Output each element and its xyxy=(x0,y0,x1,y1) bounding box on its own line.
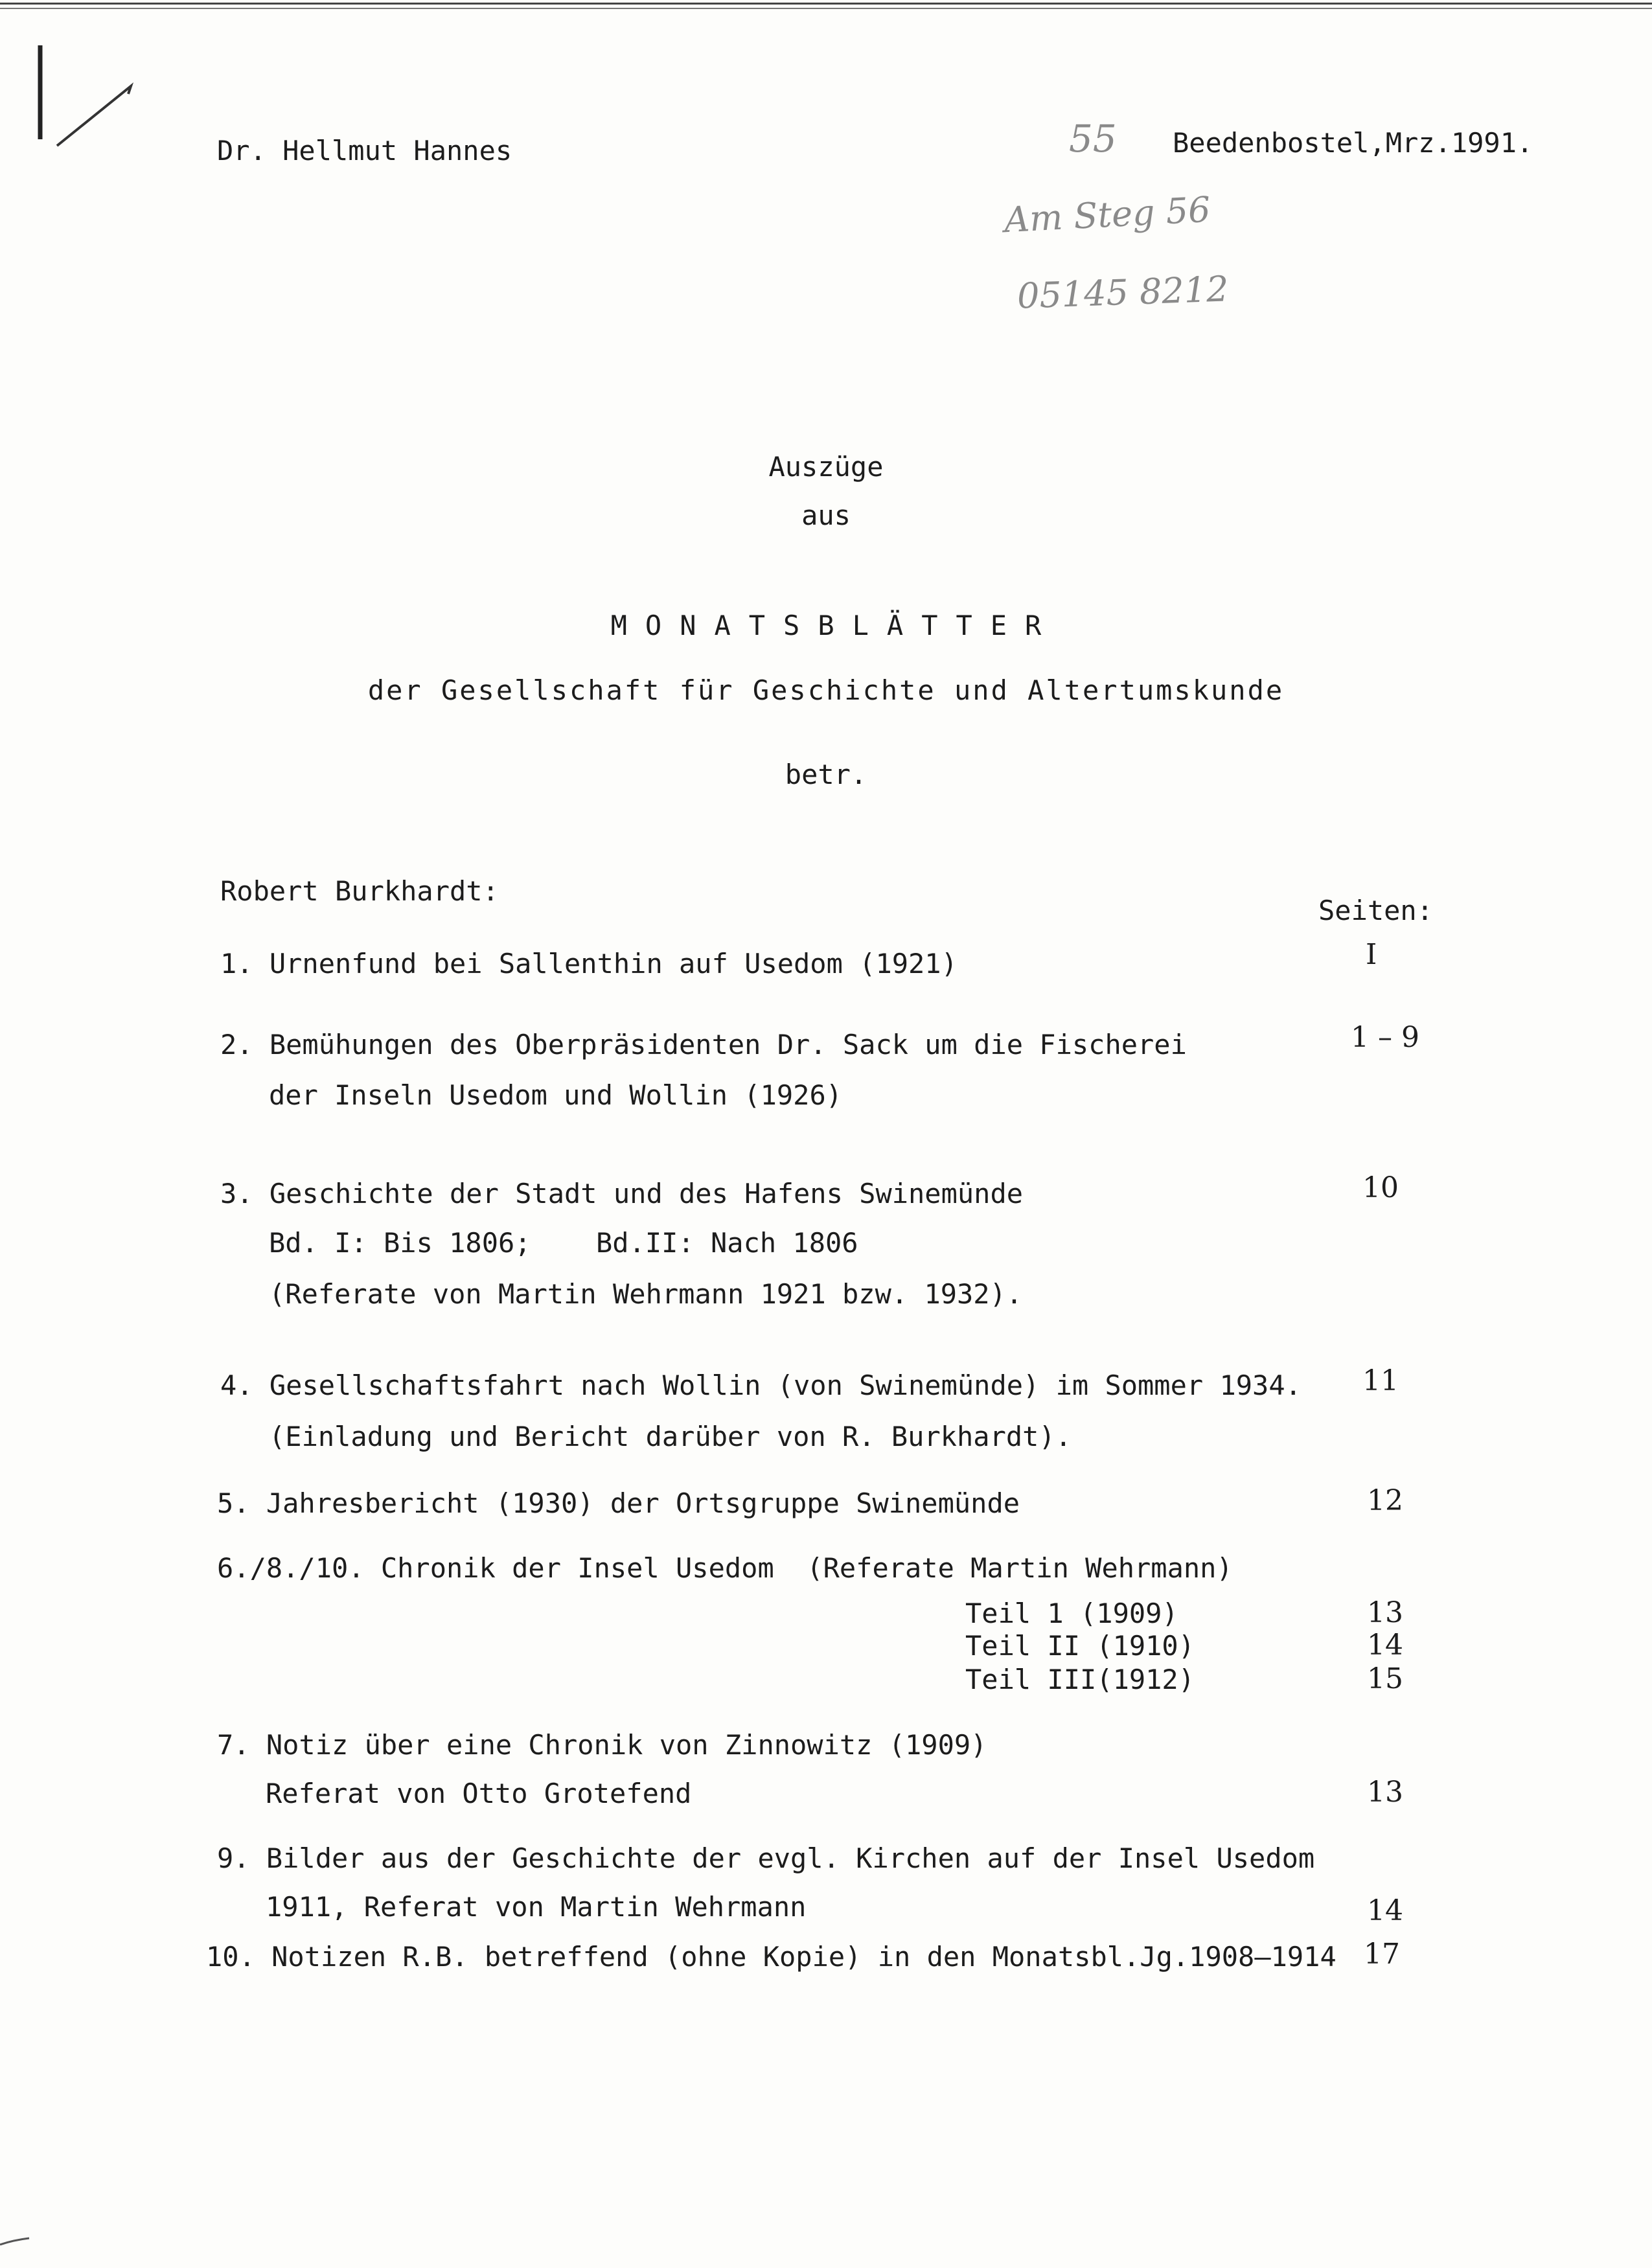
main-title: MONATSBLÄTTER xyxy=(610,610,1060,641)
handwritten-address: Am Steg 56 xyxy=(1003,189,1211,241)
sub-item-part-3: Teil III(1912) xyxy=(965,1664,1195,1695)
list-item-9-continuation: 1911, Referat von Martin Wehrmann xyxy=(266,1891,807,1923)
list-item-3-volume-2: Bd.II: Nach 1806 xyxy=(596,1227,858,1259)
list-item-2-continuation: der Inseln Usedom und Wollin (1926) xyxy=(269,1079,843,1111)
list-item-10: 10. Notizen R.B. betreffend (ohne Kopie) in den Monatsbl.Jg.1908–1914 xyxy=(206,1941,1337,1973)
sub-item-part-2: Teil II (1910) xyxy=(965,1630,1195,1662)
list-item-4-page: 11 xyxy=(1362,1364,1399,1397)
author-name: Dr. Hellmut Hannes xyxy=(217,135,512,166)
list-item-1: 1. Urnenfund bei Sallenthin auf Usedom (1921) xyxy=(220,948,958,979)
list-item-9-page: 14 xyxy=(1367,1894,1403,1927)
list-item-2: 2. Bemühungen des Oberpräsidenten Dr. Sack um die Fischerei xyxy=(220,1029,1187,1060)
list-item-1-page: I xyxy=(1366,938,1377,971)
list-item-7-continuation: Referat von Otto Grotefend xyxy=(266,1778,692,1809)
list-item-3-note: (Referate von Martin Wehrmann 1921 bzw. 1932). xyxy=(269,1278,1023,1310)
list-item-3: 3. Geschichte der Stadt und des Hafens Swinemünde xyxy=(220,1178,1024,1209)
list-item-7-page: 13 xyxy=(1367,1776,1403,1809)
list-item-6-8-10: 6./8./10. Chronik der Insel Usedom (Referate Martin Wehrmann) xyxy=(217,1552,1233,1584)
list-item-4-note: (Einladung und Bericht darüber von R. Burkhardt). xyxy=(269,1421,1072,1452)
list-item-7: 7. Notiz über eine Chronik von Zinnowitz (1909) xyxy=(217,1729,987,1761)
society-name: der Gesellschaft für Geschichte und Altertumskunde xyxy=(367,674,1285,706)
list-item-5: 5. Jahresbericht (1930) der Ortsgruppe Swinemünde xyxy=(217,1487,1020,1519)
place-date: Beedenbostel,Mrz.1991. xyxy=(1173,127,1533,159)
sub-item-part-1: Teil 1 (1909) xyxy=(965,1598,1178,1629)
section-author: Robert Burkhardt: xyxy=(220,875,499,907)
list-item-2-page: 1 – 9 xyxy=(1351,1021,1419,1054)
list-item-5-page: 12 xyxy=(1367,1484,1403,1517)
pen-slash-mark xyxy=(57,86,131,146)
list-item-10-page: 17 xyxy=(1364,1938,1400,1971)
list-item-4: 4. Gesellschaftsfahrt nach Wollin (von Swinemünde) im Sommer 1934. xyxy=(220,1369,1302,1401)
list-item-3-page: 10 xyxy=(1362,1171,1399,1204)
sub-item-part-2-page: 14 xyxy=(1367,1629,1403,1662)
title-line-1: Auszüge xyxy=(768,451,884,483)
list-item-3-volume-1: Bd. I: Bis 1806; xyxy=(269,1227,531,1259)
title-line-2: aus xyxy=(801,499,851,531)
edge-mark xyxy=(0,2238,29,2245)
sub-item-part-3-page: 15 xyxy=(1367,1662,1403,1695)
handwritten-phone: 05145 8212 xyxy=(1016,268,1230,317)
list-item-9: 9. Bilder aus der Geschichte der evgl. Kirchen auf der Insel Usedom xyxy=(217,1842,1315,1874)
pages-column-header: Seiten: xyxy=(1318,895,1434,926)
handwritten-top-note: 55 xyxy=(1069,117,1117,161)
betr-label: betr. xyxy=(785,759,867,790)
sub-item-part-1-page: 13 xyxy=(1367,1596,1403,1629)
